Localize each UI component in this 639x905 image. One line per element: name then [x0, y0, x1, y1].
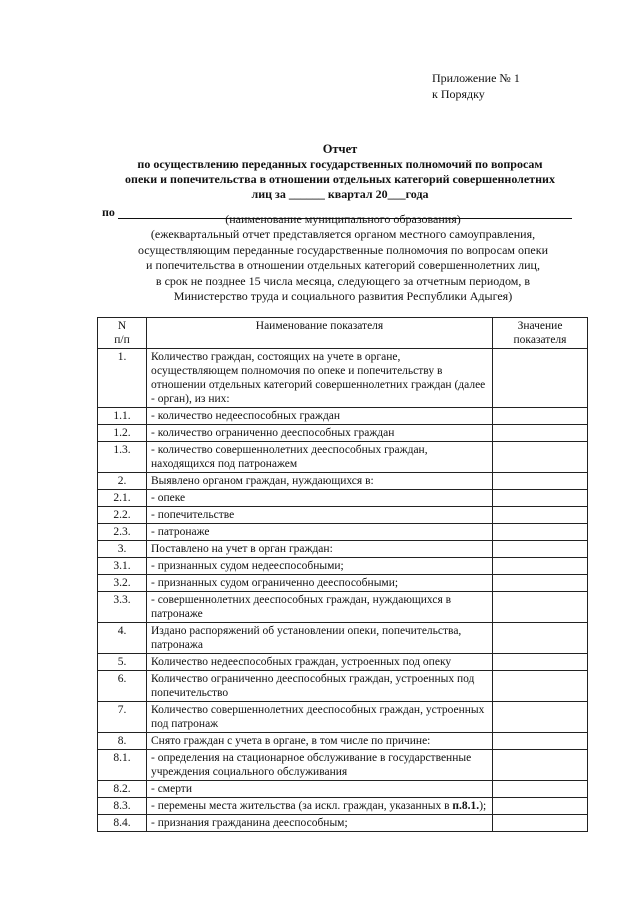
row-indicator-name: Количество совершеннолетних дееспособных граждан, устроенных под патронаж	[147, 702, 493, 733]
row-value-cell[interactable]	[493, 473, 588, 490]
table-row	[98, 781, 588, 798]
row-indicator-name: - определения на стационарное обслуживание в государственные учреждения социального обслуживания	[147, 750, 493, 781]
row-number: 5.	[98, 654, 147, 671]
indicator-suffix: );	[479, 800, 487, 812]
row-value-cell[interactable]	[493, 408, 588, 425]
row-indicator-name: - попечительстве	[147, 507, 493, 524]
row-number: 3.3.	[98, 592, 147, 623]
table-row	[98, 592, 588, 623]
row-number: 8.	[98, 733, 147, 750]
po-label: по	[102, 205, 115, 219]
row-indicator-name: - признанных судом ограниченно дееспособными;	[147, 575, 493, 592]
row-number: 3.1.	[98, 558, 147, 575]
row-indicator-name: Количество недееспособных граждан, устроенных под опеку	[147, 654, 493, 671]
row-number: 2.1.	[98, 490, 147, 507]
row-indicator-name: - опеке	[147, 490, 493, 507]
row-value-cell[interactable]	[493, 442, 588, 473]
row-indicator-name: - количество недееспособных граждан	[147, 408, 493, 425]
appendix-line-2: к Порядку	[432, 87, 485, 101]
row-value-cell[interactable]	[493, 781, 588, 798]
row-number: 4.	[98, 623, 147, 654]
title-line-3: опеки и попечительства в отношении отдельных категорий совершеннолетних	[125, 172, 555, 186]
row-number: 1.	[98, 349, 147, 408]
description-line: (ежеквартальный отчет представляется органом местного самоуправления,	[150, 227, 536, 242]
table-row	[98, 490, 588, 507]
appendix-line-1: Приложение № 1	[432, 71, 520, 85]
row-number: 2.	[98, 473, 147, 490]
row-value-cell[interactable]	[493, 425, 588, 442]
report-title	[110, 142, 570, 202]
row-number: 1.2.	[98, 425, 147, 442]
table-row	[98, 442, 588, 473]
report-description	[110, 212, 576, 304]
row-value-cell[interactable]	[493, 750, 588, 781]
table-row	[98, 623, 588, 654]
row-value-cell[interactable]	[493, 654, 588, 671]
table-row	[98, 507, 588, 524]
row-value-cell[interactable]	[493, 671, 588, 702]
header-name: Наименование показателя	[147, 318, 493, 349]
description-line: в срок не позднее 15 числа месяца, следующего за отчетным периодом, в	[155, 273, 531, 288]
table-row	[98, 575, 588, 592]
row-number: 3.2.	[98, 575, 147, 592]
table-row	[98, 671, 588, 702]
description-line: осуществляющим переданные государственные полномочия по вопросам опеки	[137, 242, 549, 257]
row-value-cell[interactable]	[493, 524, 588, 541]
row-indicator-name: - количество совершеннолетних дееспособных граждан, находящихся под патронажем	[147, 442, 493, 473]
table-row	[98, 654, 588, 671]
table-row	[98, 733, 588, 750]
table-row	[98, 541, 588, 558]
row-indicator-name: - совершеннолетних дееспособных граждан, нуждающихся в патронаже	[147, 592, 493, 623]
header-value: Значение показателя	[493, 318, 588, 349]
row-indicator-name: - смерти	[147, 781, 493, 798]
table-body	[98, 349, 588, 832]
row-indicator-name: - патронаже	[147, 524, 493, 541]
row-value-cell[interactable]	[493, 558, 588, 575]
table-row	[98, 750, 588, 781]
table-row	[98, 473, 588, 490]
table-row	[98, 798, 588, 815]
row-indicator-name: Количество ограниченно дееспособных граждан, устроенных под попечительство	[147, 671, 493, 702]
indicator-reference: п.8.1.	[452, 800, 480, 812]
appendix-note	[432, 70, 520, 102]
table-row	[98, 815, 588, 832]
row-indicator-name: Издано распоряжений об установлении опеки, попечительства, патронажа	[147, 623, 493, 654]
row-value-cell[interactable]	[493, 815, 588, 832]
row-indicator-name: - количество ограниченно дееспособных граждан	[147, 425, 493, 442]
row-value-cell[interactable]	[493, 575, 588, 592]
table-row	[98, 425, 588, 442]
row-number: 8.3.	[98, 798, 147, 815]
row-indicator-name: Снято граждан с учета в органе, в том числе по причине:	[147, 733, 493, 750]
row-value-cell[interactable]	[493, 592, 588, 623]
row-number: 1.1.	[98, 408, 147, 425]
row-indicator-name: Количество граждан, состоящих на учете в органе, осуществляющем полномочия по опеке и попечительству в отношении отдельных категорий совершеннолетних граждан (далее - орган), из них:	[147, 349, 493, 408]
row-value-cell[interactable]	[493, 623, 588, 654]
row-number: 8.4.	[98, 815, 147, 832]
description-line: Министерство труда и социального развития Республики Адыгея)	[173, 289, 513, 304]
row-indicator-name: Выявлено органом граждан, нуждающихся в:	[147, 473, 493, 490]
table-row	[98, 524, 588, 541]
row-indicator-name: - признанных судом недееспособными;	[147, 558, 493, 575]
title-line-1: Отчет	[322, 142, 358, 156]
indicator-text: - перемены места жительства (за искл. граждан, указанных в	[151, 800, 453, 812]
row-value-cell[interactable]	[493, 349, 588, 408]
row-indicator-name: - признания гражданина дееспособным;	[147, 815, 493, 832]
table-row	[98, 349, 588, 408]
row-value-cell[interactable]	[493, 541, 588, 558]
row-number: 2.3.	[98, 524, 147, 541]
table-row	[98, 558, 588, 575]
row-value-cell[interactable]	[493, 798, 588, 815]
indicators-table	[97, 317, 588, 832]
description-line: и попечительства в отношении отдельных категорий совершеннолетних лиц,	[146, 258, 540, 273]
row-number: 2.2.	[98, 507, 147, 524]
row-value-cell[interactable]	[493, 702, 588, 733]
row-number: 1.3.	[98, 442, 147, 473]
row-indicator-name: Поставлено на учет в орган граждан:	[147, 541, 493, 558]
title-line-2: по осуществлению переданных государственных полномочий по вопросам	[137, 157, 543, 171]
description-line: (наименование муниципального образования)	[225, 212, 461, 226]
title-line-4: лиц за ______ квартал 20___года	[251, 187, 429, 201]
table-header-row	[98, 318, 588, 349]
row-number: 8.1.	[98, 750, 147, 781]
table-row	[98, 408, 588, 425]
row-number: 7.	[98, 702, 147, 733]
row-number: 6.	[98, 671, 147, 702]
header-num: N п/п	[98, 318, 147, 349]
row-number: 8.2.	[98, 781, 147, 798]
row-value-cell[interactable]	[493, 490, 588, 507]
row-indicator-name	[147, 798, 493, 815]
row-value-cell[interactable]	[493, 507, 588, 524]
table-row	[98, 702, 588, 733]
row-number: 3.	[98, 541, 147, 558]
row-value-cell[interactable]	[493, 733, 588, 750]
